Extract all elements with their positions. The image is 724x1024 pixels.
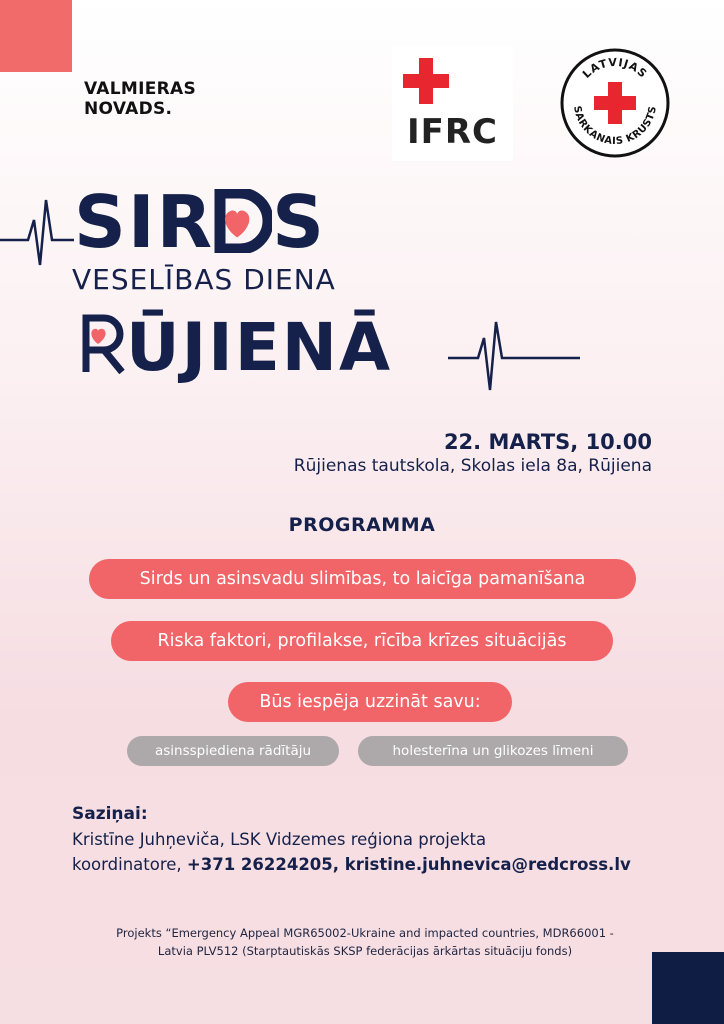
contact-phone-email: +371 26224205, kristine.juhnevica@redcross.lv — [186, 855, 631, 874]
event-place: Rūjienas tautskola, Skolas iela 8a, Rūjiena — [293, 456, 652, 476]
heart-letter-r-icon — [82, 309, 126, 386]
corner-decoration-bottom-right — [652, 952, 724, 1024]
project-footer — [60, 924, 670, 960]
corner-decoration-top-left — [0, 0, 72, 72]
heart-letter-d-icon — [214, 182, 272, 262]
valmiera-logo-line1: VALMIERAS — [84, 79, 197, 99]
contact-role: koordinatore, — [72, 855, 187, 874]
svg-text:SARKANAIS KRUSTS: SARKANAIS KRUSTS — [571, 105, 659, 148]
valmiera-novads-logo — [84, 79, 196, 119]
footer-line2: Latvia PLV512 (Starptautiskās SKSP federācijas ārkārtas situāciju fonds) — [157, 944, 573, 958]
title-rujiena-rest: ŪJIENĀ — [126, 309, 393, 386]
latvian-red-cross-logo — [560, 48, 670, 158]
event-subtitle: VESELĪBAS DIENA — [72, 263, 336, 296]
event-title-sirds — [74, 182, 326, 262]
program-item: Riska faktori, profilakse, rīcība krīzes situācijās — [111, 621, 613, 661]
title-sirds-prefix: SIR — [74, 180, 215, 264]
event-date: 22. MARTS, 10.00 — [443, 430, 652, 454]
event-location-title — [82, 310, 392, 386]
footer-line1: Projekts “Emergency Appeal MGR65002-Ukraine and impacted countries, MDR66001 - — [116, 926, 614, 940]
program-item: Sirds un asinsvadu slimības, to laicīga pamanīšana — [89, 559, 636, 599]
program-sub-item: holesterīna un glikozes līmeni — [358, 736, 628, 766]
ifrc-logo — [392, 46, 513, 161]
program-sub-item: asinsspiediena rādītāju — [127, 736, 339, 766]
title-sirds-suffix: S — [272, 180, 326, 264]
ifrc-logo-text: IFRC — [406, 112, 498, 152]
contact-person: Kristīne Juhņeviča, LSK Vidzemes reģiona projekta — [72, 830, 487, 849]
red-cross-crescent-icon — [392, 46, 513, 116]
valmiera-logo-line2: NOVADS. — [84, 99, 173, 119]
svg-text:LATVIJAS: LATVIJAS — [580, 55, 650, 81]
contact-details — [72, 855, 631, 874]
program-heading: PROGRAMMA — [288, 514, 436, 536]
contact-heading: Saziņai: — [72, 804, 148, 824]
program-item: Būs iespēja uzzināt savu: — [228, 682, 512, 722]
